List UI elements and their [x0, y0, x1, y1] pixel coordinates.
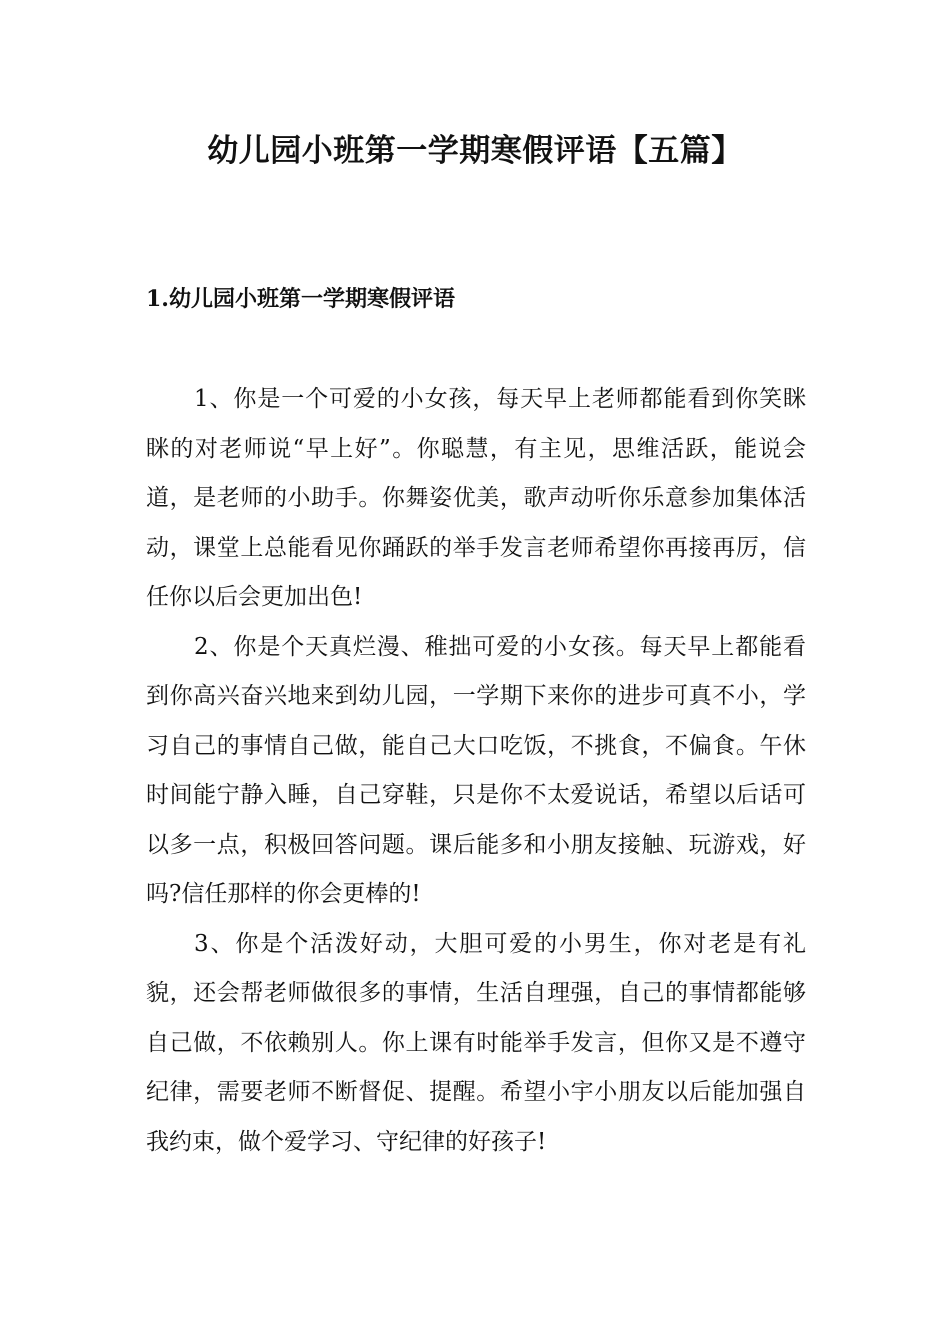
paragraph-1: 1、你是一个可爱的小女孩，每天早上老师都能看到你笑眯眯的对老师说“早上好”。你聪慧，有主见，思维活跃，能说会道，是老师的小助手。你舞姿优美，歌声动听你乐意参加集体活动，课堂上总能看见你踊跃的举手发言老师希望你再接再厉，信任你以后会更加出色!: [146, 386, 806, 610]
paragraph-2: 2、你是个天真烂漫、稚拙可爱的小女孩。每天早上都能看到你高兴奋兴地来到幼儿园，一学期下来你的进步可真不小，学习自己的事情自己做，能自己大口吃饭，不挑食，不偏食。午休时间能宁静入睡，自己穿鞋，只是你不太爱说话，希望以后话可以多一点，积极回答问题。课后能多和小朋友接触、玩游戏，好吗?信任那样的你会更棒的!: [146, 633, 806, 907]
section-heading: 1.幼儿园小班第一学期寒假评语: [146, 286, 455, 312]
document-title: 幼儿园小班第一学期寒假评语【五篇】: [207, 133, 743, 169]
paragraph-3: 3、你是个活泼好动，大胆可爱的小男生，你对老是有礼貌，还会帮老师做很多的事情，生活自理强，自己的事情都能够自己做，不依赖别人。你上课有时能举手发言，但你又是不遵守纪律，需要老师不断督促、提醒。希望小宇小朋友以后能加强自我约束，做个爱学习、守纪律的好孩子!: [146, 930, 806, 1155]
document-body: [146, 375, 806, 1167]
